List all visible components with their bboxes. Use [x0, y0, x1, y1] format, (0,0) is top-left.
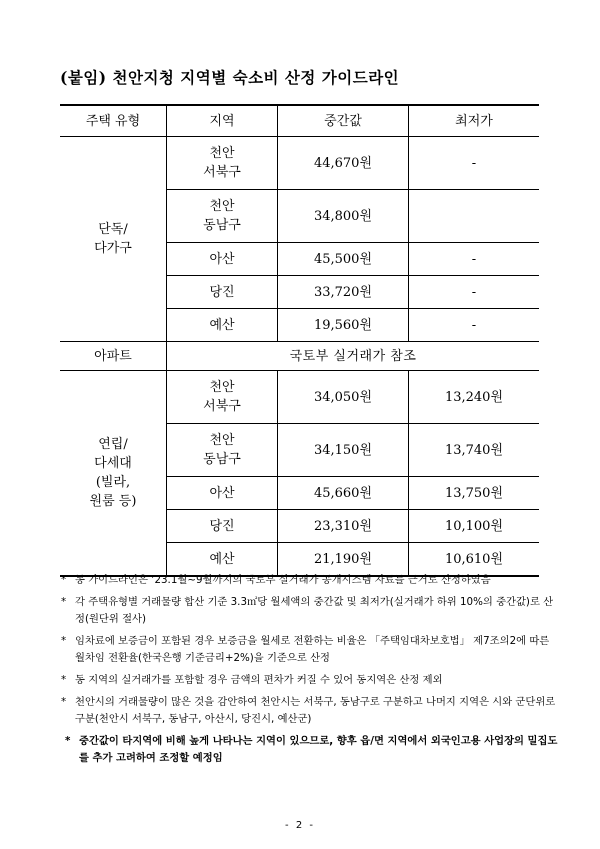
document-title: (붙임) 천안지청 지역별 숙소비 산정 가이드라인 — [60, 68, 400, 87]
region-cell: 아산 — [167, 477, 278, 510]
guideline-table — [60, 104, 539, 577]
median-cell: 44,670원 — [278, 137, 409, 190]
region-cell: 아산 — [167, 243, 278, 276]
footnote: * 동 지역의 실거래가를 포함할 경우 금액의 편차가 커질 수 있어 동지역은 산정 제외 — [61, 674, 443, 686]
region-cell: 예산 — [167, 309, 278, 342]
lowest-cell: 10,610원 — [409, 543, 540, 577]
region-cell: 당진 — [167, 276, 278, 309]
header-lowest: 최저가 — [409, 105, 540, 137]
header-median: 중간값 — [278, 105, 409, 137]
region-cell: 천안 동남구 — [167, 190, 278, 243]
median-cell: 45,500원 — [278, 243, 409, 276]
housing-type-detached: 단독/ 다가구 — [60, 137, 167, 342]
header-region: 지역 — [167, 105, 278, 137]
median-cell: 45,660원 — [278, 477, 409, 510]
region-cell: 천안 동남구 — [167, 424, 278, 477]
lowest-cell: 13,740원 — [409, 424, 540, 477]
median-cell: 33,720원 — [278, 276, 409, 309]
lowest-cell — [409, 190, 540, 243]
lowest-cell: 13,750원 — [409, 477, 540, 510]
housing-type-multiplex: 연립/ 다세대 (빌라, 원룸 등) — [60, 371, 167, 577]
median-cell: 34,800원 — [278, 190, 409, 243]
lowest-cell: - — [409, 309, 540, 342]
median-cell: 34,050원 — [278, 371, 409, 424]
footnote: * 임차료에 보증금이 포함된 경우 보증금을 월세로 전환하는 비율은 「주택임대차보호법」 제7조의2에 따른 월차임 전환율(한국은행 기준금리+2%)을 기준으로 산정 — [61, 635, 550, 664]
median-cell: 21,190원 — [278, 543, 409, 577]
lowest-cell: - — [409, 243, 540, 276]
footnotes — [60, 572, 560, 772]
lowest-cell: - — [409, 137, 540, 190]
table-row — [60, 342, 539, 371]
header-housing-type: 주택 유형 — [60, 105, 167, 137]
region-cell: 당진 — [167, 510, 278, 543]
footnote: * 천안시의 거래물량이 많은 것을 감안하여 천안시는 서북구, 동남구로 구분하고 나머지 지역은 시와 군단위로 구분(천안시 서북구, 동남구, 아산시, 당진시, 예산군) — [61, 696, 556, 725]
housing-type-apartment: 아파트 — [60, 342, 167, 371]
median-cell: 19,560원 — [278, 309, 409, 342]
table-row — [60, 371, 539, 424]
footnote-emphasis: * 중간값이 타지역에 비해 높게 나타나는 지역이 있으므로, 향후 읍/면 지역에서 외국인고용 사업장의 밀집도를 추가 고려하여 조정할 예정임 — [65, 735, 558, 764]
region-cell: 천안 서북구 — [167, 371, 278, 424]
region-cell: 예산 — [167, 543, 278, 577]
lowest-cell: 10,100원 — [409, 510, 540, 543]
table-row — [60, 137, 539, 190]
page-number: - 2 - — [285, 820, 315, 831]
region-cell: 천안 서북구 — [167, 137, 278, 190]
lowest-cell: 13,240원 — [409, 371, 540, 424]
apartment-reference-note: 국토부 실거래가 참조 — [167, 342, 540, 371]
median-cell: 23,310원 — [278, 510, 409, 543]
footnote: * 동 가이드라인은 ‘23.1월~9월까지의 국토부 실거래가 공개시스템 자료를 근거로 산정하였음 — [61, 574, 491, 586]
median-cell: 34,150원 — [278, 424, 409, 477]
footnote: * 각 주택유형별 거래물량 합산 기준 3.3㎡당 월세액의 중간값 및 최저가(실거래가 하위 10%의 중간값)로 산정(원단위 절사) — [61, 596, 554, 625]
table-header-row — [60, 105, 539, 137]
lowest-cell: - — [409, 276, 540, 309]
